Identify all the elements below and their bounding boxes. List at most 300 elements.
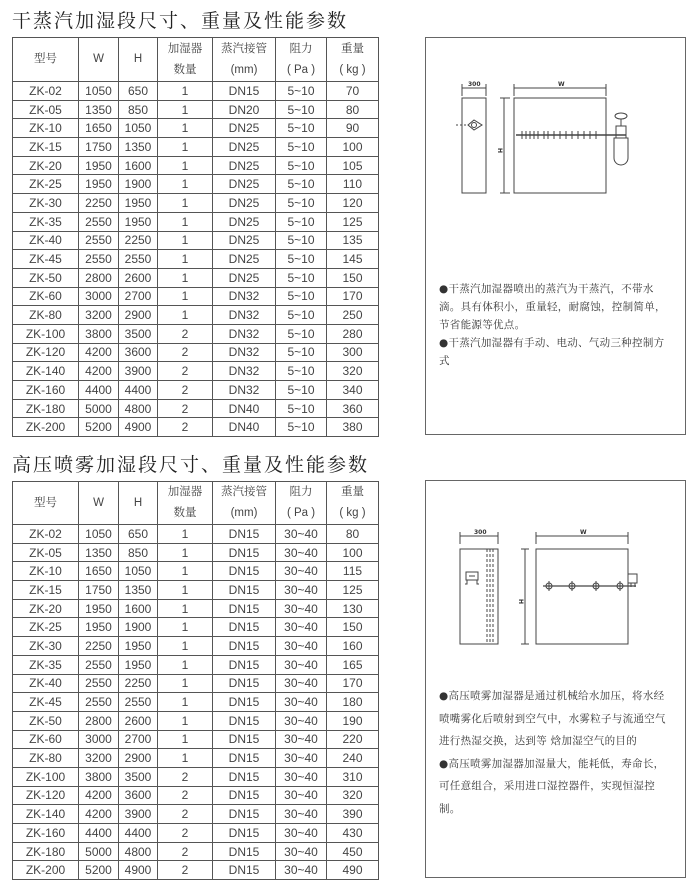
column-header-line: (mm) [230, 63, 258, 76]
table-cell: 4400 [119, 824, 158, 843]
column-header [13, 482, 79, 525]
table-cell: 1350 [79, 100, 119, 119]
table-row [13, 562, 379, 581]
table-row [13, 156, 379, 175]
table-cell: 30~40 [276, 543, 327, 562]
table-cell: 2 [158, 861, 213, 880]
diagram-height-label: H [496, 148, 503, 154]
column-header [119, 482, 158, 525]
table-cell: 1 [158, 618, 213, 637]
table-cell: 5000 [79, 842, 119, 861]
table-cell: 1 [158, 749, 213, 768]
section1-title: 干蒸汽加湿段尺寸、重量及性能参数 [12, 10, 349, 32]
table-cell: DN15 [213, 842, 276, 861]
table-cell: DN32 [213, 287, 276, 306]
table-cell: 1600 [119, 156, 158, 175]
table-cell: 2550 [79, 693, 119, 712]
column-header-line: 蒸汽接管 [221, 42, 267, 55]
table-cell: DN15 [213, 562, 276, 581]
table-row [13, 287, 379, 306]
table-cell: 115 [327, 562, 379, 581]
table-cell: 3600 [119, 343, 158, 362]
section2-title: 高压喷雾加湿段尺寸、重量及性能参数 [12, 454, 370, 476]
table-cell: 1950 [79, 599, 119, 618]
table-cell: ZK-10 [13, 562, 79, 581]
column-header-line: 重量 [341, 486, 364, 498]
table-cell: 135 [327, 231, 379, 250]
table-row [13, 693, 379, 712]
front-view-box [536, 549, 628, 644]
column-header-line: ( Pa ) [286, 507, 316, 519]
table-cell: 4400 [79, 381, 119, 400]
table-cell: 1950 [79, 156, 119, 175]
table-cell: 1650 [79, 119, 119, 138]
table-row [13, 655, 379, 674]
table-cell: 430 [327, 824, 379, 843]
diagram-width-label: W [558, 81, 565, 88]
table-cell: 650 [119, 82, 158, 101]
table-cell: 180 [327, 693, 379, 712]
table-cell: 5~10 [276, 268, 327, 287]
column-header-line: ( kg ) [339, 507, 366, 519]
table-cell: 1 [158, 581, 213, 600]
table-cell: 170 [327, 674, 379, 693]
table-cell: ZK-15 [13, 581, 79, 600]
diagram-depth-label: 300 [468, 81, 481, 88]
table-cell: 2 [158, 381, 213, 400]
table-row [13, 824, 379, 843]
table-cell: 1 [158, 250, 213, 269]
table-cell: 320 [327, 362, 379, 381]
table-row [13, 599, 379, 618]
table-cell: 2550 [79, 212, 119, 231]
table-cell: DN25 [213, 175, 276, 194]
table-cell: 30~40 [276, 599, 327, 618]
table-cell: 3200 [79, 306, 119, 325]
table-cell: 4900 [119, 861, 158, 880]
table-cell: ZK-80 [13, 306, 79, 325]
table-cell: 3000 [79, 287, 119, 306]
table-cell: DN15 [213, 805, 276, 824]
table-row [13, 418, 379, 437]
table-cell: 280 [327, 324, 379, 343]
table-cell: ZK-60 [13, 730, 79, 749]
table-cell: 1 [158, 119, 213, 138]
table-row [13, 231, 379, 250]
table-cell: 1 [158, 100, 213, 119]
table-cell: DN15 [213, 749, 276, 768]
table-row [13, 194, 379, 213]
table-cell: 3000 [79, 730, 119, 749]
table-cell: 2250 [79, 194, 119, 213]
table-cell: 1 [158, 599, 213, 618]
table-header-row [13, 482, 379, 525]
table-cell: ZK-100 [13, 324, 79, 343]
table-cell: 5~10 [276, 231, 327, 250]
table-cell: DN15 [213, 861, 276, 880]
table-cell: 1 [158, 655, 213, 674]
table-cell: ZK-60 [13, 287, 79, 306]
column-header [276, 38, 327, 82]
table-row [13, 250, 379, 269]
table-cell: ZK-02 [13, 82, 79, 101]
table-cell: 5~10 [276, 156, 327, 175]
table-cell: ZK-180 [13, 399, 79, 418]
table-cell: DN15 [213, 711, 276, 730]
table-cell: 1 [158, 175, 213, 194]
table-cell: ZK-40 [13, 674, 79, 693]
column-header [327, 38, 379, 82]
table-cell: ZK-200 [13, 861, 79, 880]
table-cell: 3800 [79, 767, 119, 786]
table-cell: ZK-180 [13, 842, 79, 861]
table-cell: DN15 [213, 637, 276, 656]
table-cell: 125 [327, 212, 379, 231]
table-cell: 380 [327, 418, 379, 437]
table-row [13, 399, 379, 418]
diagram-height-label: H [517, 599, 524, 605]
table-cell: 4400 [79, 824, 119, 843]
table-cell: 1 [158, 693, 213, 712]
table-cell: 1050 [79, 525, 119, 544]
table-cell: 4200 [79, 805, 119, 824]
column-header-line: H [133, 496, 143, 509]
table-cell: 5~10 [276, 343, 327, 362]
table-cell: 1 [158, 212, 213, 231]
table-cell: DN25 [213, 194, 276, 213]
table-cell: 1900 [119, 618, 158, 637]
table-cell: DN25 [213, 231, 276, 250]
column-header-line: ( kg ) [339, 63, 366, 76]
table-cell: 190 [327, 711, 379, 730]
table-cell: 150 [327, 618, 379, 637]
table-cell: 5~10 [276, 250, 327, 269]
table-cell: 5~10 [276, 381, 327, 400]
table-cell: 5000 [79, 399, 119, 418]
table-cell: 4200 [79, 343, 119, 362]
table-row [13, 805, 379, 824]
table-cell: DN25 [213, 268, 276, 287]
table-cell: 165 [327, 655, 379, 674]
table-cell: 2 [158, 343, 213, 362]
table-cell: DN32 [213, 343, 276, 362]
table-cell: 1950 [119, 637, 158, 656]
table-cell: 2700 [119, 730, 158, 749]
table-cell: 5~10 [276, 119, 327, 138]
spray-humidifier-diagram [426, 481, 687, 681]
table-cell: 4400 [119, 381, 158, 400]
table-cell: 145 [327, 250, 379, 269]
table-row [13, 767, 379, 786]
table-cell: 5~10 [276, 194, 327, 213]
table-cell: 1050 [119, 562, 158, 581]
note-item: ●干蒸汽加湿器有手动、电动、气动三种控制方式 [439, 337, 665, 367]
table-header-row [13, 38, 379, 82]
column-header-line: 数量 [173, 63, 197, 76]
table-cell: 2550 [79, 231, 119, 250]
table-cell: DN15 [213, 824, 276, 843]
table-row [13, 362, 379, 381]
table-cell: 30~40 [276, 674, 327, 693]
table-cell: 5200 [79, 418, 119, 437]
table-cell: 2800 [79, 268, 119, 287]
table-cell: 2250 [79, 637, 119, 656]
table-cell: DN32 [213, 362, 276, 381]
column-header [327, 482, 379, 525]
table-cell: 850 [119, 543, 158, 562]
table-cell: 1 [158, 268, 213, 287]
table-row [13, 730, 379, 749]
spray-humidifier-notes [439, 685, 675, 820]
table-cell: 310 [327, 767, 379, 786]
table-row [13, 674, 379, 693]
table-cell: 3900 [119, 362, 158, 381]
steam-humidifier-spec-table [12, 37, 379, 437]
table-cell: ZK-20 [13, 156, 79, 175]
table-cell: DN20 [213, 100, 276, 119]
table-cell: 1 [158, 194, 213, 213]
table-cell: DN15 [213, 730, 276, 749]
table-cell: 2 [158, 418, 213, 437]
table-cell: 1 [158, 287, 213, 306]
table-cell: 5~10 [276, 100, 327, 119]
table-cell: 30~40 [276, 842, 327, 861]
column-header-line: (mm) [230, 507, 258, 519]
table-cell: 1750 [79, 138, 119, 157]
table-row [13, 324, 379, 343]
column-header [158, 482, 213, 525]
table-cell: 1950 [119, 212, 158, 231]
table-cell: DN40 [213, 399, 276, 418]
diagram-width-label: W [580, 529, 587, 536]
table-cell: 2250 [119, 231, 158, 250]
table-cell: 1950 [79, 175, 119, 194]
table-cell: ZK-25 [13, 618, 79, 637]
table-cell: 30~40 [276, 767, 327, 786]
table-cell: 360 [327, 399, 379, 418]
table-cell: ZK-35 [13, 655, 79, 674]
steam-humidifier-notes [439, 280, 675, 370]
table-cell: 1 [158, 138, 213, 157]
table-cell: 2600 [119, 711, 158, 730]
table-row [13, 618, 379, 637]
table-cell: 120 [327, 194, 379, 213]
table-row [13, 138, 379, 157]
table-cell: DN15 [213, 618, 276, 637]
table-cell: DN15 [213, 786, 276, 805]
table-cell: ZK-160 [13, 381, 79, 400]
table-cell: DN15 [213, 525, 276, 544]
table-cell: DN15 [213, 82, 276, 101]
table-cell: 220 [327, 730, 379, 749]
table-cell: 2 [158, 362, 213, 381]
table-cell: 5~10 [276, 306, 327, 325]
spray-humidifier-info-box [425, 480, 686, 878]
table-cell: 5~10 [276, 399, 327, 418]
table-cell: 2 [158, 324, 213, 343]
table-cell: 2 [158, 842, 213, 861]
table-cell: 340 [327, 381, 379, 400]
table-cell: 1750 [79, 581, 119, 600]
table-cell: DN25 [213, 138, 276, 157]
table-cell: 105 [327, 156, 379, 175]
table-cell: 110 [327, 175, 379, 194]
table-cell: 2900 [119, 306, 158, 325]
table-cell: 490 [327, 861, 379, 880]
table-cell: ZK-140 [13, 362, 79, 381]
table-cell: ZK-200 [13, 418, 79, 437]
table-cell: 2 [158, 824, 213, 843]
table-cell: ZK-45 [13, 250, 79, 269]
table-cell: ZK-25 [13, 175, 79, 194]
table-cell: DN15 [213, 693, 276, 712]
table-row [13, 119, 379, 138]
table-cell: 5~10 [276, 82, 327, 101]
table-cell: DN32 [213, 381, 276, 400]
table-cell: 90 [327, 119, 379, 138]
table-row [13, 842, 379, 861]
table-cell: 170 [327, 287, 379, 306]
table-cell: 130 [327, 599, 379, 618]
table-cell: DN25 [213, 212, 276, 231]
table-cell: DN15 [213, 767, 276, 786]
table-row [13, 306, 379, 325]
column-header-line: W [93, 53, 104, 65]
table-row [13, 543, 379, 562]
column-header [119, 38, 158, 82]
table-cell: 30~40 [276, 861, 327, 880]
table-cell: ZK-35 [13, 212, 79, 231]
table-cell: 1900 [119, 175, 158, 194]
table-cell: 5~10 [276, 287, 327, 306]
table-cell: 5200 [79, 861, 119, 880]
table-cell: 100 [327, 543, 379, 562]
column-header [213, 482, 276, 525]
table-cell: 30~40 [276, 581, 327, 600]
note-item: ●干蒸汽加湿器喷出的蒸汽为干蒸汽，不带水滴。具有体积小，重量轻，耐腐蚀，控制简单，节省能源等优点。 [439, 283, 666, 331]
table-cell: 4200 [79, 362, 119, 381]
table-row [13, 175, 379, 194]
side-view-box [460, 549, 498, 644]
table-cell: 3500 [119, 324, 158, 343]
table-cell: 30~40 [276, 730, 327, 749]
column-header [213, 38, 276, 82]
note-item: ●高压喷雾加湿器加湿量大，能耗低，寿命长，可任意组合，采用进口湿控器件，实现恒湿控制。 [439, 757, 665, 815]
table-row [13, 861, 379, 880]
table-cell: 4900 [119, 418, 158, 437]
table-cell: 300 [327, 343, 379, 362]
table-cell: 5~10 [276, 212, 327, 231]
column-header [276, 482, 327, 525]
table-cell: DN15 [213, 581, 276, 600]
table-cell: 30~40 [276, 525, 327, 544]
table-cell: ZK-30 [13, 637, 79, 656]
table-cell: DN25 [213, 250, 276, 269]
table-cell: 1 [158, 231, 213, 250]
table-cell: 30~40 [276, 805, 327, 824]
table-cell: 4200 [79, 786, 119, 805]
table-cell: 5~10 [276, 138, 327, 157]
table-cell: 1600 [119, 599, 158, 618]
table-cell: 30~40 [276, 749, 327, 768]
table-cell: 1950 [79, 618, 119, 637]
table-cell: 2 [158, 767, 213, 786]
table-cell: 30~40 [276, 637, 327, 656]
table-cell: ZK-120 [13, 343, 79, 362]
table-cell: ZK-120 [13, 786, 79, 805]
table-cell: ZK-40 [13, 231, 79, 250]
table-cell: 2600 [119, 268, 158, 287]
column-header-line: 加湿器 [167, 486, 203, 498]
table-cell: 30~40 [276, 562, 327, 581]
table-cell: 150 [327, 268, 379, 287]
note-item: ●高压喷雾加湿器是通过机械给水加压，将水经喷嘴雾化后喷射到空气中，水雾粒子与流通空气进行热湿交换，达到等 焓加湿空气的目的 [439, 690, 666, 747]
table-cell: ZK-100 [13, 767, 79, 786]
table-cell: ZK-15 [13, 138, 79, 157]
table-cell: DN40 [213, 418, 276, 437]
column-header-line: ( Pa ) [286, 63, 316, 76]
table-row [13, 100, 379, 119]
steam-humidifier-diagram [426, 38, 687, 238]
table-cell: ZK-50 [13, 268, 79, 287]
diagram-depth-label: 300 [474, 529, 487, 536]
table-cell: 1950 [119, 655, 158, 674]
table-cell: 3500 [119, 767, 158, 786]
table-cell: 160 [327, 637, 379, 656]
table-cell: DN32 [213, 306, 276, 325]
table-cell: 450 [327, 842, 379, 861]
table-cell: 2550 [119, 693, 158, 712]
table-cell: 1 [158, 543, 213, 562]
column-header [79, 38, 119, 82]
table-cell: 2800 [79, 711, 119, 730]
table-cell: 1 [158, 156, 213, 175]
table-cell: 1 [158, 674, 213, 693]
table-row [13, 343, 379, 362]
table-cell: 1 [158, 711, 213, 730]
side-view-box [462, 98, 486, 193]
column-header [13, 38, 79, 82]
table-cell: DN25 [213, 156, 276, 175]
table-cell: 1650 [79, 562, 119, 581]
table-cell: DN15 [213, 599, 276, 618]
table-cell: 3200 [79, 749, 119, 768]
table-cell: ZK-140 [13, 805, 79, 824]
table-cell: 2 [158, 805, 213, 824]
table-cell: 30~40 [276, 711, 327, 730]
table-cell: 1 [158, 730, 213, 749]
column-header [79, 482, 119, 525]
table-cell: 1350 [79, 543, 119, 562]
table-cell: 1 [158, 637, 213, 656]
table-cell: 80 [327, 525, 379, 544]
table-row [13, 749, 379, 768]
table-cell: DN32 [213, 324, 276, 343]
table-cell: ZK-30 [13, 194, 79, 213]
table-cell: 2 [158, 786, 213, 805]
table-row [13, 268, 379, 287]
table-cell: DN25 [213, 119, 276, 138]
table-cell: 4800 [119, 842, 158, 861]
table-cell: ZK-02 [13, 525, 79, 544]
table-cell: 1950 [119, 194, 158, 213]
table-row [13, 212, 379, 231]
table-cell: 320 [327, 786, 379, 805]
column-header-line: H [133, 53, 143, 65]
table-cell: ZK-50 [13, 711, 79, 730]
table-row [13, 82, 379, 101]
table-cell: ZK-10 [13, 119, 79, 138]
